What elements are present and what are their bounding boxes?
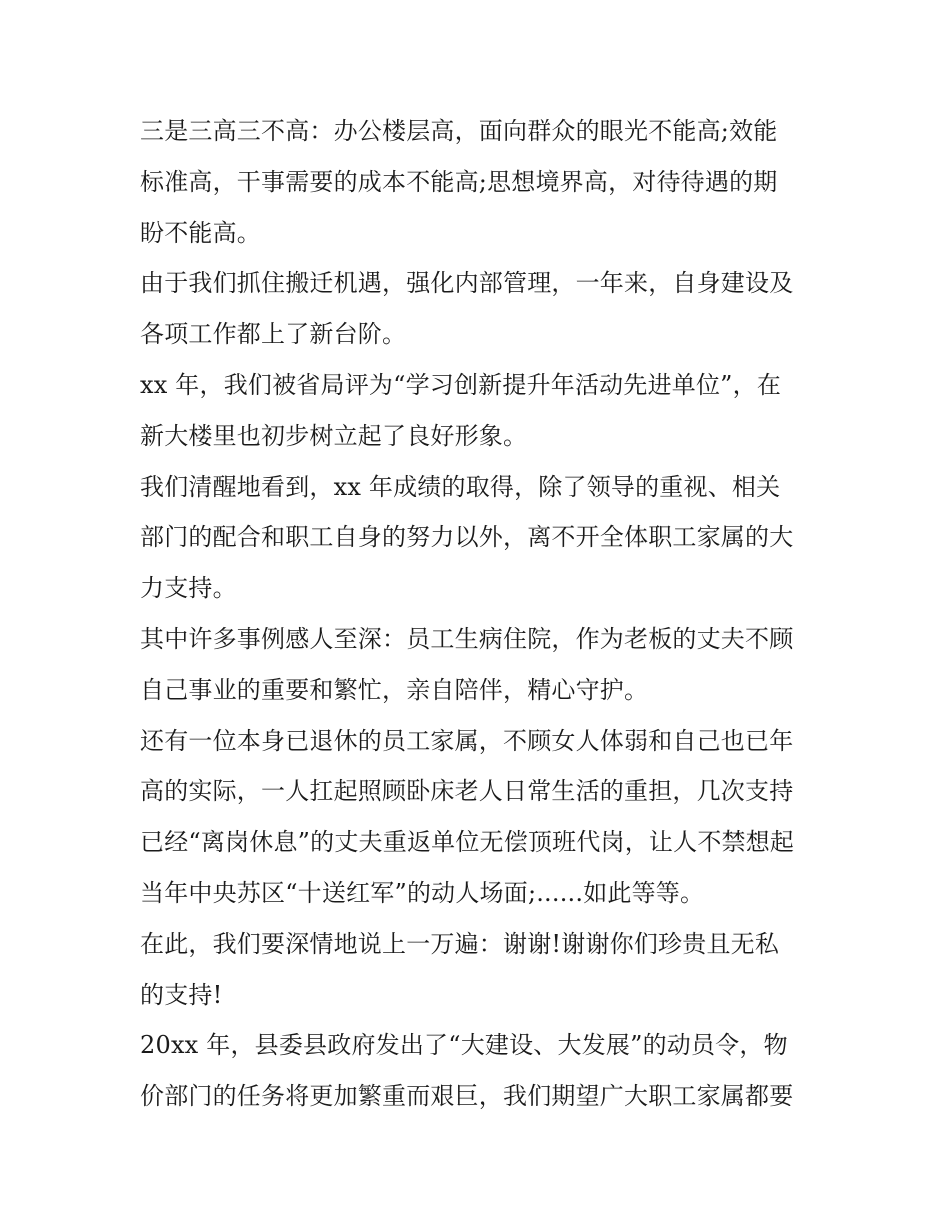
text-line: 还有一位本身已退休的员工家属，不顾女人体弱和自己也已年 — [140, 726, 794, 755]
text-line: 盼不能高。 — [140, 218, 261, 247]
text-line: 新大楼里也初步树立起了良好形象。 — [140, 421, 528, 450]
text-line: 自己事业的重要和繁忙，亲自陪伴，精心守护。 — [140, 675, 649, 704]
text-line: 部门的配合和职工自身的努力以外，离不开全体职工家属的大 — [140, 523, 794, 552]
text-line: 高的实际，一人扛起照顾卧床老人日常生活的重担，几次支持 — [140, 777, 794, 806]
text-line: 20xx 年，县委县政府发出了“大建设、大发展”的动员令，物 — [140, 1031, 788, 1060]
text-line: 三是三高三不高：办公楼层高，面向群众的眼光不能高;效能 — [140, 117, 778, 145]
text-line: 的支持! — [140, 980, 223, 1009]
text-line: 价部门的任务将更加繁重而艰巨，我们期望广大职工家属都要 — [140, 1082, 794, 1111]
text-line: 力支持。 — [140, 574, 237, 603]
text-line: 其中许多事例感人至深：员工生病住院，作为老板的丈夫不顾 — [140, 624, 794, 653]
text-line: 当年中央苏区“十送红军”的动人场面;......如此等等。 — [140, 878, 705, 907]
text-line: 已经“离岗休息”的丈夫重返单位无偿顶班代岗，让人不禁想起 — [140, 828, 795, 857]
text-line: xx 年，我们被省局评为“学习创新提升年活动先进单位”，在 — [140, 370, 782, 399]
text-line: 标准高，干事需要的成本不能高;思想境界高，对待待遇的期 — [140, 167, 778, 196]
text-line: 在此，我们要深情地说上一万遍：谢谢!谢谢你们珍贵且无私 — [140, 929, 780, 958]
text-line: 由于我们抓住搬迁机遇，强化内部管理，一年来，自身建设及 — [140, 269, 794, 298]
text-line: 各项工作都上了新台阶。 — [140, 320, 407, 349]
text-line: 我们清醒地看到，xx 年成绩的取得，除了领导的重视、相关 — [140, 472, 781, 501]
document-body — [140, 106, 820, 1122]
